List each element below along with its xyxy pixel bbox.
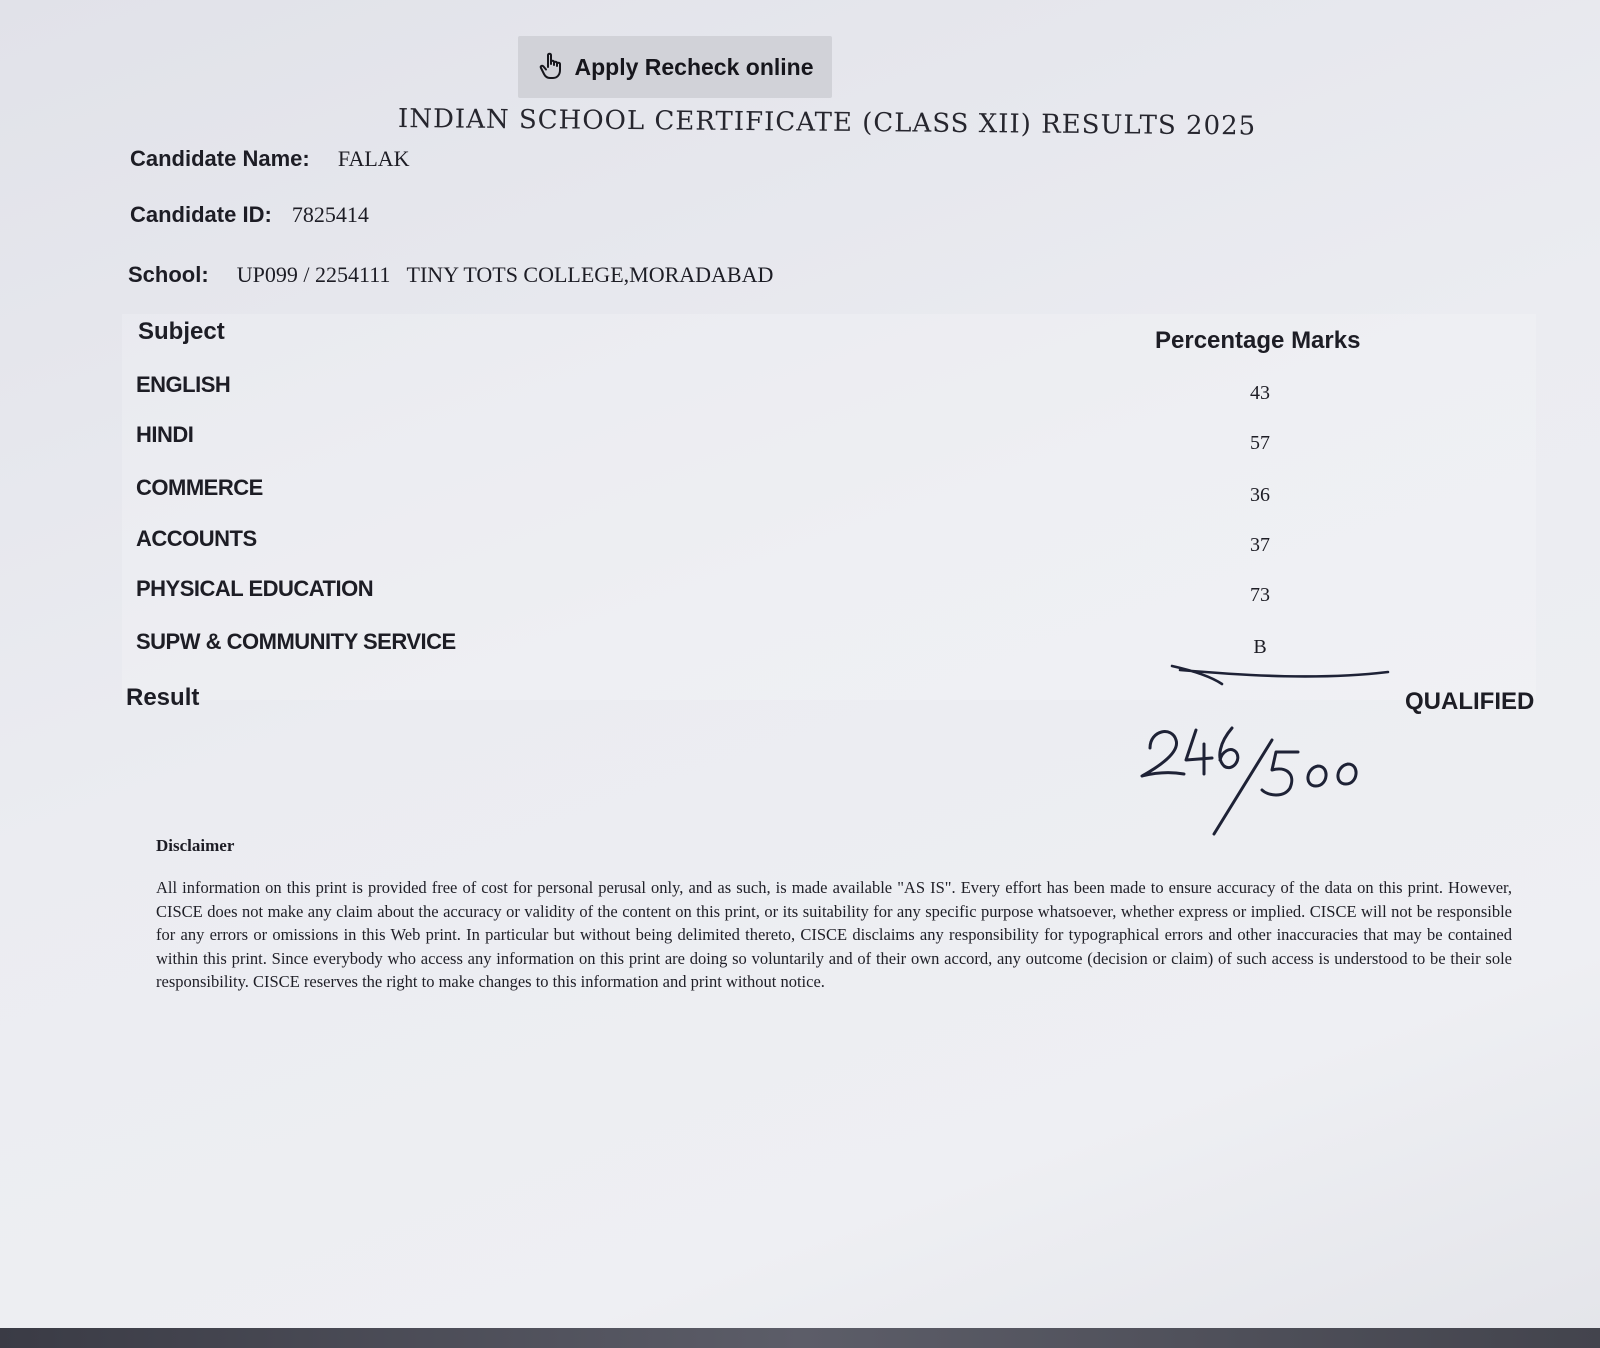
candidate-name-label: Candidate Name: [130,146,310,171]
candidate-id-row [130,202,369,228]
result-value: QUALIFIED [1405,688,1535,715]
page-title: INDIAN SCHOOL CERTIFICATE (CLASS XII) RESULTS 2025 [397,104,1257,142]
school-row [128,262,773,288]
marks-column-header: Percentage Marks [1155,327,1361,354]
subject-mark: B [1253,636,1267,658]
apply-recheck-label: Apply Recheck online [574,53,814,80]
subject-name: COMMERCE [136,475,263,500]
subject-mark: 73 [1250,584,1270,606]
candidate-name-value: FALAK [337,146,410,171]
disclaimer-title: Disclaimer [156,836,235,855]
subject-name: HINDI [136,422,194,447]
candidate-id-value: 7825414 [291,202,369,227]
apply-recheck-button[interactable] [518,36,832,98]
school-label: School: [128,262,209,287]
school-value: UP099 / 2254111 TINY TOTS COLLEGE,MORADABAD [236,262,774,287]
subject-name: SUPW & COMMUNITY SERVICE [136,629,456,654]
subject-mark: 43 [1250,382,1270,404]
subject-mark: 57 [1250,432,1270,454]
candidate-id-label: Candidate ID: [130,202,272,227]
subject-mark: 36 [1250,484,1270,506]
candidate-name-row [130,146,410,172]
hand-pointer-icon [536,52,566,82]
result-label: Result [126,684,200,711]
subject-name: ACCOUNTS [136,526,257,551]
desk-edge [0,1328,1600,1348]
subject-column-header: Subject [138,318,225,345]
subject-name: ENGLISH [136,372,231,397]
disclaimer-text: All information on this print is provided free of cost for personal perusal only, and as such, is made available "AS IS". Every effort has been made to ensure accuracy of the data on this print. However, CISCE does not make any claim about the accuracy or validity of the content on this print, or its suitability for any specific purpose whatsoever, whether express or implied. CISCE will not be responsible for any errors or omissions in this Web print. In particular but without being delimited thereto, CISCE disclaims any responsibility for typographical errors and other inaccuracies that may be contained within this print. Since everybody who access any information on this print are doing so voluntarily and of their own accord, any outcome (decision or claim) of such access is understood to be their sole responsibility. CISCE reserves the right to make changes to this information and print without notice. [156,878,1512,991]
subject-mark: 37 [1250,534,1270,556]
subject-name: PHYSICAL EDUCATION [136,576,374,601]
